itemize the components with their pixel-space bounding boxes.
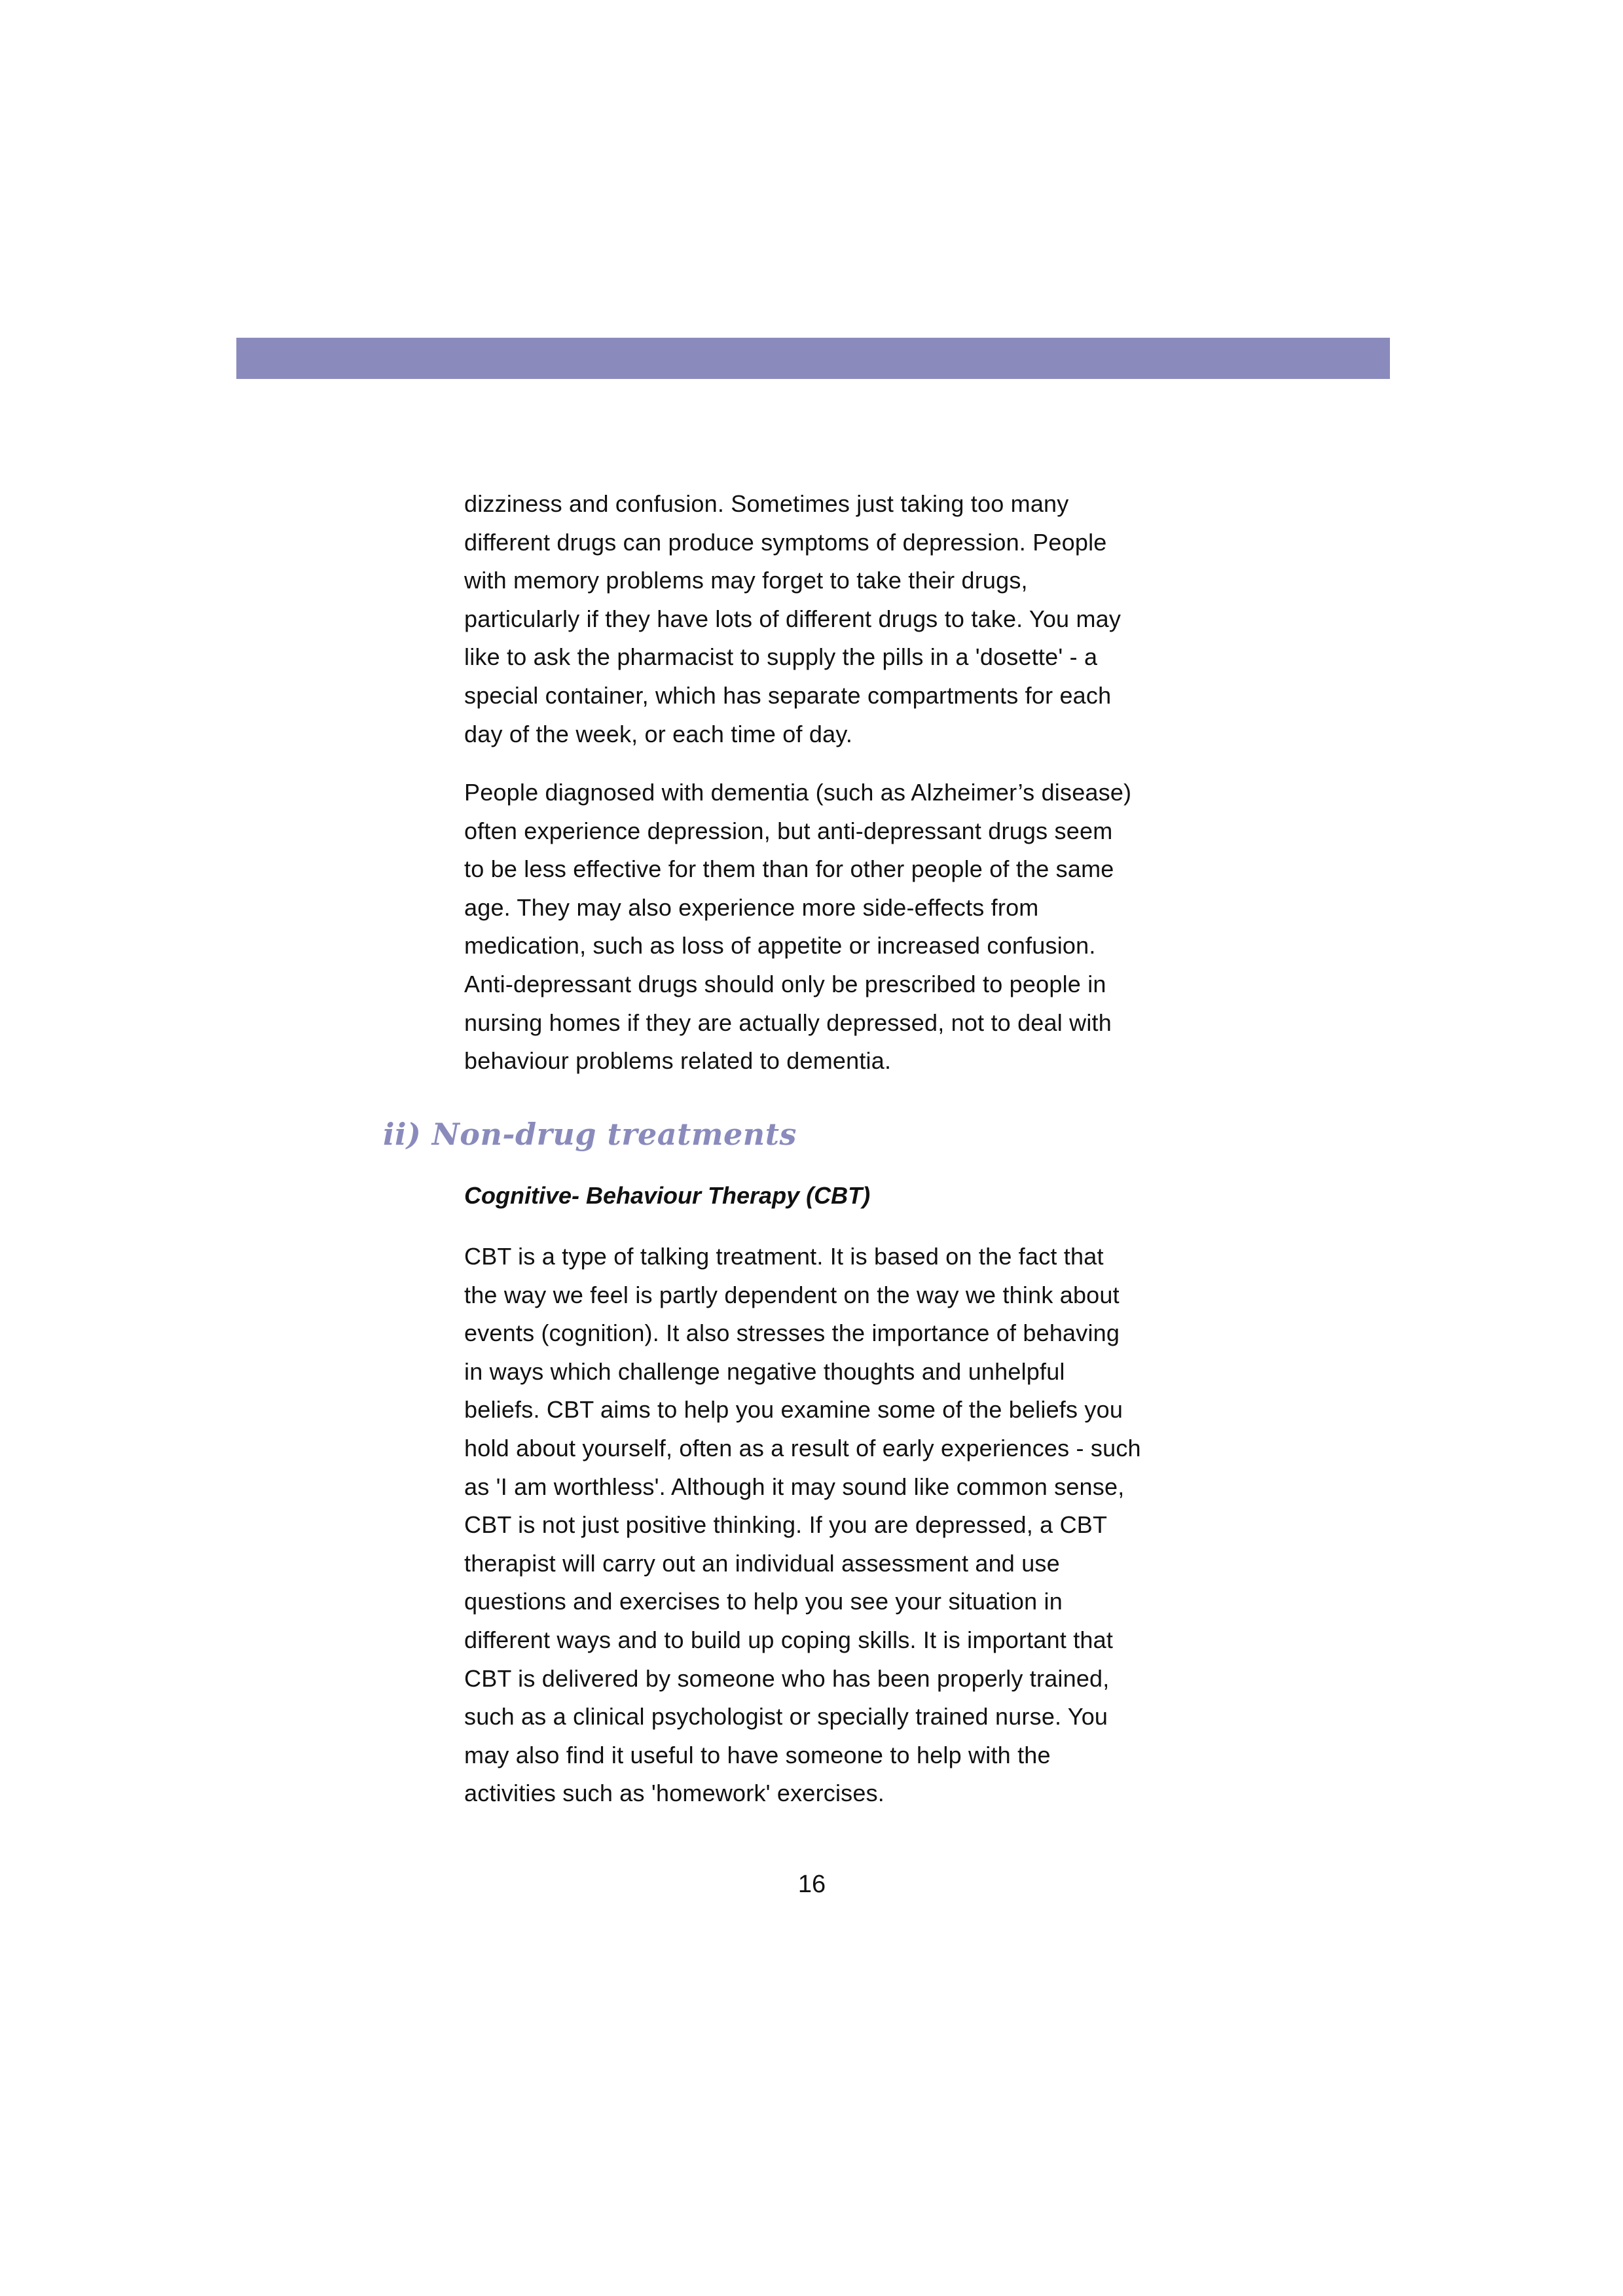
section-heading-non-drug-treatments: ii) Non-drug treatments xyxy=(383,1117,797,1152)
page-number: 16 xyxy=(797,1871,826,1898)
body-paragraph-cbt: CBT is a type of talking treatment. It is based on the fact that the way we feel is partly dependent on the way we think about events (cognition). It also stresses the importance of behaving in ways which challenge negative thoughts and unhelpful beliefs. CBT aims to help you examine some of the beliefs you hold about yourself, often as a result of early experiences - such as 'I am worthless'. Although it may sound like common sense, CBT is not just positive thinking. If you are depressed, a CBT therapist will carry out an individual assessment and use questions and exercises to help you see your situation in different ways and to build up coping skills. It is important that CBT is delivered by someone who has been properly trained, such as a clinical psychologist or specially trained nurse. You may also find it useful to have someone to help with the activities such as 'homework' exercises. xyxy=(464,1243,1141,1807)
body-paragraph-drug-side-effects: dizziness and confusion. Sometimes just taking too many different drugs can produce symptoms of depression. People with memory problems may forget to take their drugs, particularly if they have lots of different drugs to take. You may like to ask the pharmacist to supply the pills in a 'dosette' - a special container, which has separate compartments for each day of the week, or each time of day. xyxy=(464,490,1122,747)
sub-heading-cbt: Cognitive- Behaviour Therapy (CBT) xyxy=(464,1182,871,1209)
body-paragraph-dementia: People diagnosed with dementia (such as Alzheimer’s disease) often experience depression, but anti-depressant drugs seem to be less effective for them than for other people of the same age. They may also experience more side-effects from medication, such as loss of appetite or increased confusion. Anti-depressant drugs should only be prescribed to people in nursing homes if they are actually depressed, not to deal with behaviour problems related to dementia. xyxy=(464,779,1132,1075)
header-color-bar xyxy=(236,338,1390,379)
